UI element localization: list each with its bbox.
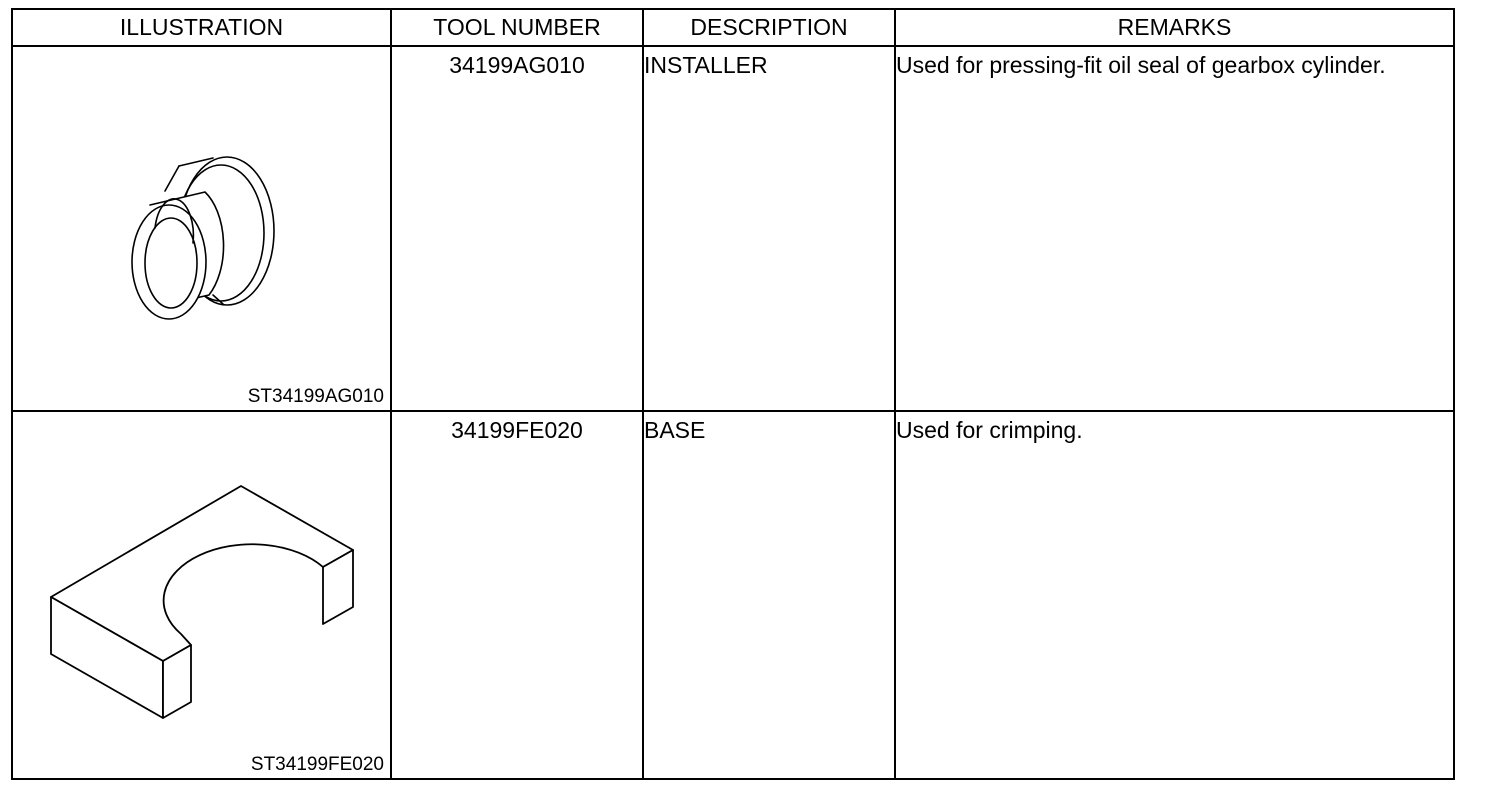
header-row	[12, 9, 1454, 46]
remarks-cell	[895, 46, 1454, 411]
table-row	[12, 411, 1454, 779]
tool-number: 34199FE020	[451, 417, 583, 443]
description-cell	[643, 46, 895, 411]
base-block-icon	[13, 412, 392, 778]
remarks: Used for crimping.	[896, 417, 1083, 443]
description-cell	[643, 411, 895, 779]
description: BASE	[644, 417, 706, 443]
description: INSTALLER	[644, 52, 768, 78]
illustration-cell	[12, 46, 391, 411]
figure-code: ST34199AG010	[247, 386, 384, 407]
remarks-cell	[895, 411, 1454, 779]
figure-code: ST34199FE020	[250, 754, 384, 775]
tool-number-cell	[391, 46, 643, 411]
table-row	[12, 46, 1454, 411]
special-tools-table	[11, 8, 1455, 780]
header-tool-number: TOOL NUMBER	[391, 9, 643, 46]
tool-number: 34199AG010	[449, 52, 585, 78]
header-description: DESCRIPTION	[643, 9, 895, 46]
tool-number-cell	[391, 411, 643, 779]
installer-cylinder-icon	[13, 47, 392, 410]
remarks: Used for pressing-fit oil seal of gearbox cylinder.	[896, 52, 1386, 78]
header-remarks: REMARKS	[895, 9, 1454, 46]
header-illustration: ILLUSTRATION	[12, 9, 391, 46]
illustration-cell	[12, 411, 391, 779]
